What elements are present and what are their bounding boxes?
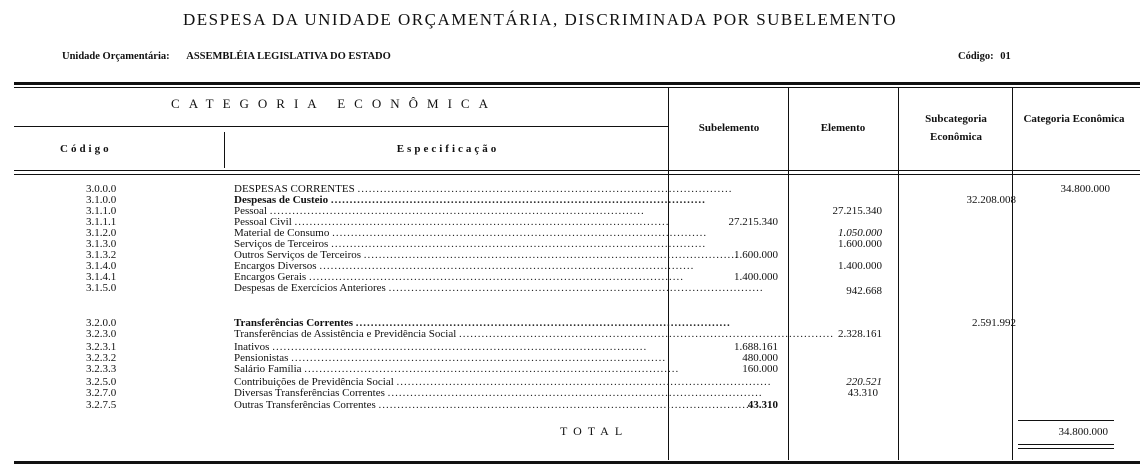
- row-spec: Outros Serviços de Terceiros ....................................................................................................: [234, 249, 739, 261]
- col-divider-sc: [1012, 88, 1013, 460]
- header-subelemento: Subelemento: [698, 122, 760, 134]
- row-spec: Inativos ....................................................................................................: [234, 341, 648, 353]
- col-divider-sub: [788, 88, 789, 460]
- code-value: 01: [1000, 51, 1011, 62]
- row-code: 3.1.1.1: [86, 216, 117, 228]
- total-rule-3: [1018, 448, 1114, 449]
- row-elemento: 1.050.000: [838, 227, 882, 239]
- row-code: 3.2.3.3: [86, 363, 117, 375]
- row-subcategoria: 2.591.992: [972, 317, 1016, 329]
- row-code: 3.2.3.0: [86, 328, 117, 340]
- row-code: 3.2.0.0: [86, 317, 117, 329]
- row-elemento: 1.400.000: [838, 260, 882, 272]
- row-subelemento: 1.400.000: [734, 271, 778, 283]
- row-elemento: 43.310: [847, 387, 878, 399]
- row-code: 3.2.5.0: [86, 376, 117, 388]
- category-rule: [14, 126, 668, 127]
- row-code: 3.1.2.0: [86, 227, 117, 239]
- row-spec: Material de Consumo ....................................................................................................: [234, 227, 708, 239]
- row-code: 3.2.3.1: [86, 341, 117, 353]
- unit-value: ASSEMBLÉIA LEGISLATIVA DO ESTADO: [186, 51, 391, 62]
- row-spec: Diversas Transferências Correntes ....................................................................................................: [234, 387, 763, 399]
- row-code: 3.1.4.1: [86, 271, 117, 283]
- document-title: DESPESA DA UNIDADE ORÇAMENTÁRIA, DISCRIMINADA POR SUBELEMENTO: [182, 10, 898, 29]
- row-code: 3.2.7.5: [86, 399, 117, 411]
- row-elemento: 2.328.161: [838, 328, 882, 340]
- code-line: [958, 51, 1011, 62]
- row-spec: Transferências Correntes ....................................................................................................: [234, 317, 731, 329]
- total-label: TOTAL: [560, 424, 629, 438]
- code-label: Código:: [958, 51, 994, 62]
- total-value: 34.800.000: [1058, 426, 1108, 438]
- row-elemento: 27.215.340: [832, 205, 882, 217]
- row-subelemento: 480.000: [742, 352, 778, 364]
- row-code: 3.1.3.2: [86, 249, 117, 261]
- col-divider-el: [898, 88, 899, 460]
- row-spec: Pensionistas ....................................................................................................: [234, 352, 667, 364]
- total-rule-2: [1018, 444, 1114, 445]
- top-rule-thin: [14, 87, 1140, 88]
- row-spec: Despesas de Exercícios Anteriores ....................................................................................................: [234, 282, 764, 294]
- row-spec: Despesas de Custeio ....................................................................................................: [234, 194, 706, 206]
- row-subelemento: 160.000: [742, 363, 778, 375]
- row-elemento: 1.600.000: [838, 238, 882, 250]
- row-code: 3.1.3.0: [86, 238, 117, 250]
- header-rule-2: [14, 174, 1140, 175]
- row-spec: Contribuições de Previdência Social ....................................................................................................: [234, 376, 772, 388]
- top-rule-thick: [14, 82, 1140, 85]
- row-code: 3.1.0.0: [86, 194, 117, 206]
- row-spec: Encargos Diversos ....................................................................................................: [234, 260, 695, 272]
- row-elemento: 220.521: [846, 376, 882, 388]
- header-subcategoria: Subcategoria Econômica: [925, 113, 987, 143]
- row-spec: Pessoal ....................................................................................................: [234, 205, 645, 217]
- bottom-rule-thick: [14, 461, 1140, 464]
- row-subcategoria: 32.208.008: [966, 194, 1016, 206]
- row-spec: Serviços de Terceiros ....................................................................................................: [234, 238, 707, 250]
- total-rule-1: [1018, 420, 1114, 421]
- unit-line: [62, 51, 391, 62]
- row-spec: Encargos Gerais ....................................................................................................: [234, 271, 684, 283]
- row-code: 3.1.1.0: [86, 205, 117, 217]
- header-elemento: Elemento: [820, 122, 866, 134]
- unit-label: Unidade Orçamentária:: [62, 51, 170, 62]
- col-divider-code: [224, 132, 225, 168]
- row-subelemento: 1.688.161: [734, 341, 778, 353]
- row-subelemento: 43.310: [747, 399, 778, 411]
- row-spec: Pessoal Civil ....................................................................................................: [234, 216, 670, 228]
- row-code: 3.1.4.0: [86, 260, 117, 272]
- row-subelemento: 1.600.000: [734, 249, 778, 261]
- header-especificacao: Especificação: [396, 143, 500, 155]
- row-categoria: 34.800.000: [1060, 183, 1110, 195]
- header-rule-1: [14, 170, 1140, 171]
- row-code: 3.0.0.0: [86, 183, 117, 195]
- row-spec: Outras Transferências Correntes ....................................................................................................: [234, 399, 754, 411]
- row-code: 3.2.3.2: [86, 352, 117, 364]
- row-elemento: 942.668: [846, 285, 882, 297]
- header-categoria: Categoria Econômica: [1023, 113, 1125, 125]
- row-subelemento: 27.215.340: [728, 216, 778, 228]
- row-spec: DESPESAS CORRENTES ....................................................................................................: [234, 183, 733, 195]
- row-spec: Salário Família ....................................................................................................: [234, 363, 680, 375]
- row-code: 3.2.7.0: [86, 387, 117, 399]
- row-code: 3.1.5.0: [86, 282, 117, 294]
- header-codigo: Código: [60, 143, 112, 155]
- row-spec: Transferências de Assistência e Previdência Social ....................................................................................................: [234, 328, 835, 340]
- header-categoria-economica: CATEGORIA ECONÔMICA: [171, 96, 497, 111]
